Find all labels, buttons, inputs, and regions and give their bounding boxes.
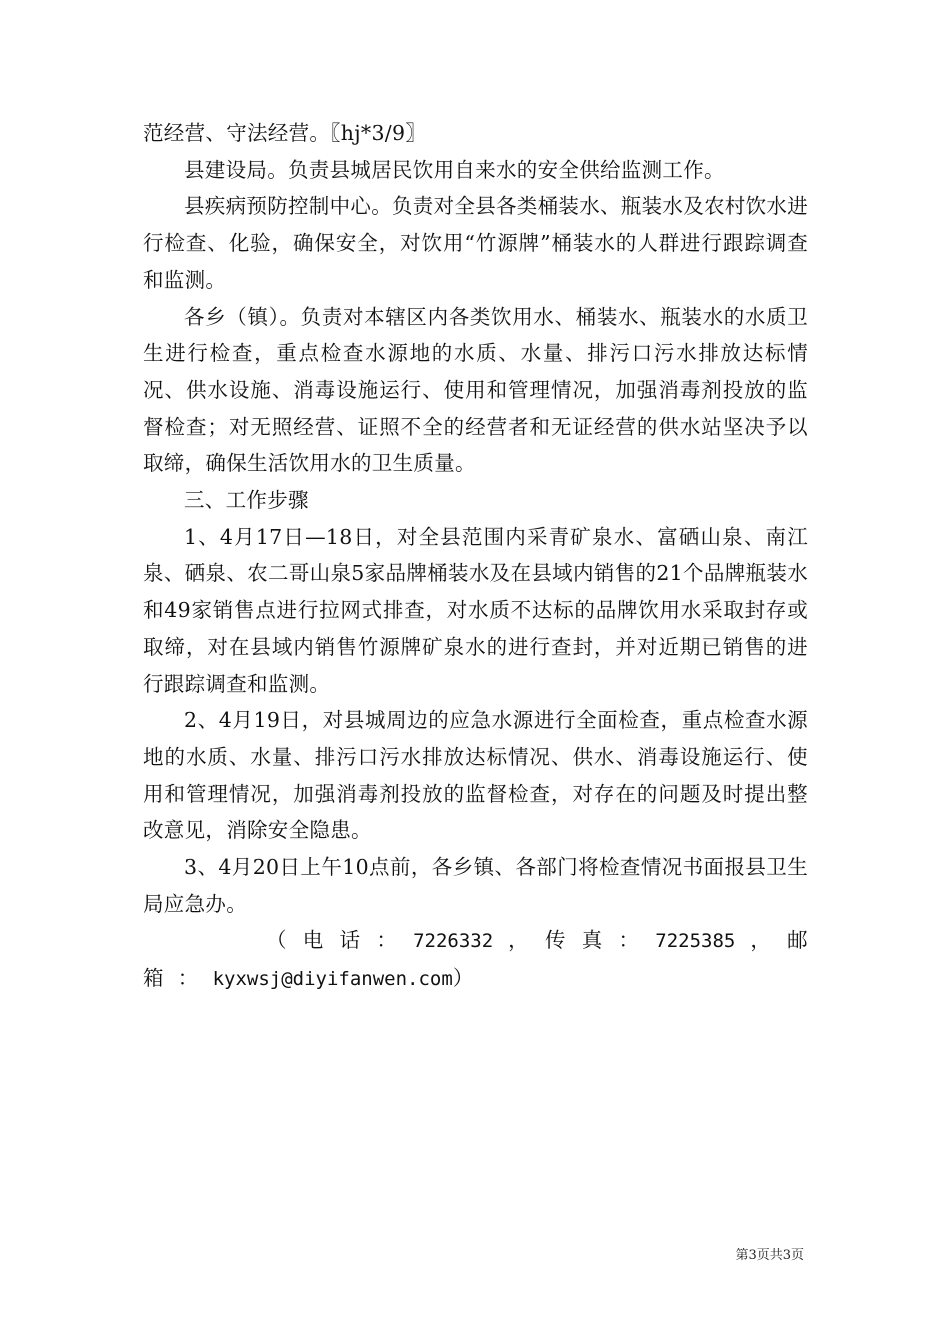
paragraph-step-2: 2、4月19日，对县城周边的应急水源进行全面检查，重点检查水源地的水质、水量、排污口污水排放达标情况、供水、消毒设施运行、使用和管理情况，加强消毒剂投放的监督检查，对存在的问题及时提出整改意见，消除安全隐患。 bbox=[143, 708, 808, 843]
paragraph-step-1: 1、4月17日—18日，对全县范围内采青矿泉水、富硒山泉、南江泉、硒泉、农二哥山泉5家品牌桶装水及在县域内销售的21个品牌瓶装水和49家销售点进行拉网式排查，对水质不达标的品牌饮用水采取封存或取缔，对在县域内销售竹源牌矿泉水的进行查封，并对近期已销售的进行跟踪调查和监测。 bbox=[143, 524, 808, 696]
contact-close-paren: ） bbox=[452, 966, 474, 991]
paragraph-cdc: 县疾病预防控制中心。负责对全县各类桶装水、瓶装水及农村饮水进行检查、化验，确保安全，对饮用“竹源牌”桶装水的人群进行跟踪调查和监测。 bbox=[143, 194, 808, 292]
page-number-footer: 第3页共3页 bbox=[735, 1248, 804, 1263]
phone-number: 7226332 bbox=[413, 930, 494, 953]
fax-number: 7225385 bbox=[655, 930, 736, 953]
phone-label: 电 话 ： bbox=[302, 928, 399, 953]
contact-separator-2: ， bbox=[750, 928, 773, 953]
contact-info bbox=[143, 922, 808, 997]
fax-label: 传 真 ： bbox=[544, 928, 641, 953]
contact-separator-1: ， bbox=[508, 928, 530, 953]
contact-open-paren: （ bbox=[266, 928, 288, 953]
document-body bbox=[143, 115, 808, 998]
paragraph-continuation: 范经营、守法经营。〖hj*3/9〗 bbox=[143, 121, 427, 145]
email-label: 邮 箱 ： bbox=[143, 928, 808, 991]
paragraph-step-3: 3、4月20日上午10点前，各乡镇、各部门将检查情况书面报县卫生局应急办。 bbox=[143, 855, 808, 916]
paragraph-construction-bureau: 县建设局。负责县城居民饮用自来水的安全供给监测工作。 bbox=[184, 157, 725, 182]
paragraph-townships: 各乡（镇）。负责对本辖区内各类饮用水、桶装水、瓶装水的水质卫生进行检查，重点检查水源地的水质、水量、排污口污水排放达标情况、供水设施、消毒设施运行、使用和管理情况，加强消毒剂投放的监督检查；对无照经营、证照不全的经营者和无证经营的供水站坚决予以取缔，确保生活饮用水的卫生质量。 bbox=[143, 304, 808, 476]
section-heading-work-steps: 三、工作步骤 bbox=[184, 488, 309, 513]
email-address: kyxwsj@diyifanwen.com bbox=[212, 968, 453, 991]
